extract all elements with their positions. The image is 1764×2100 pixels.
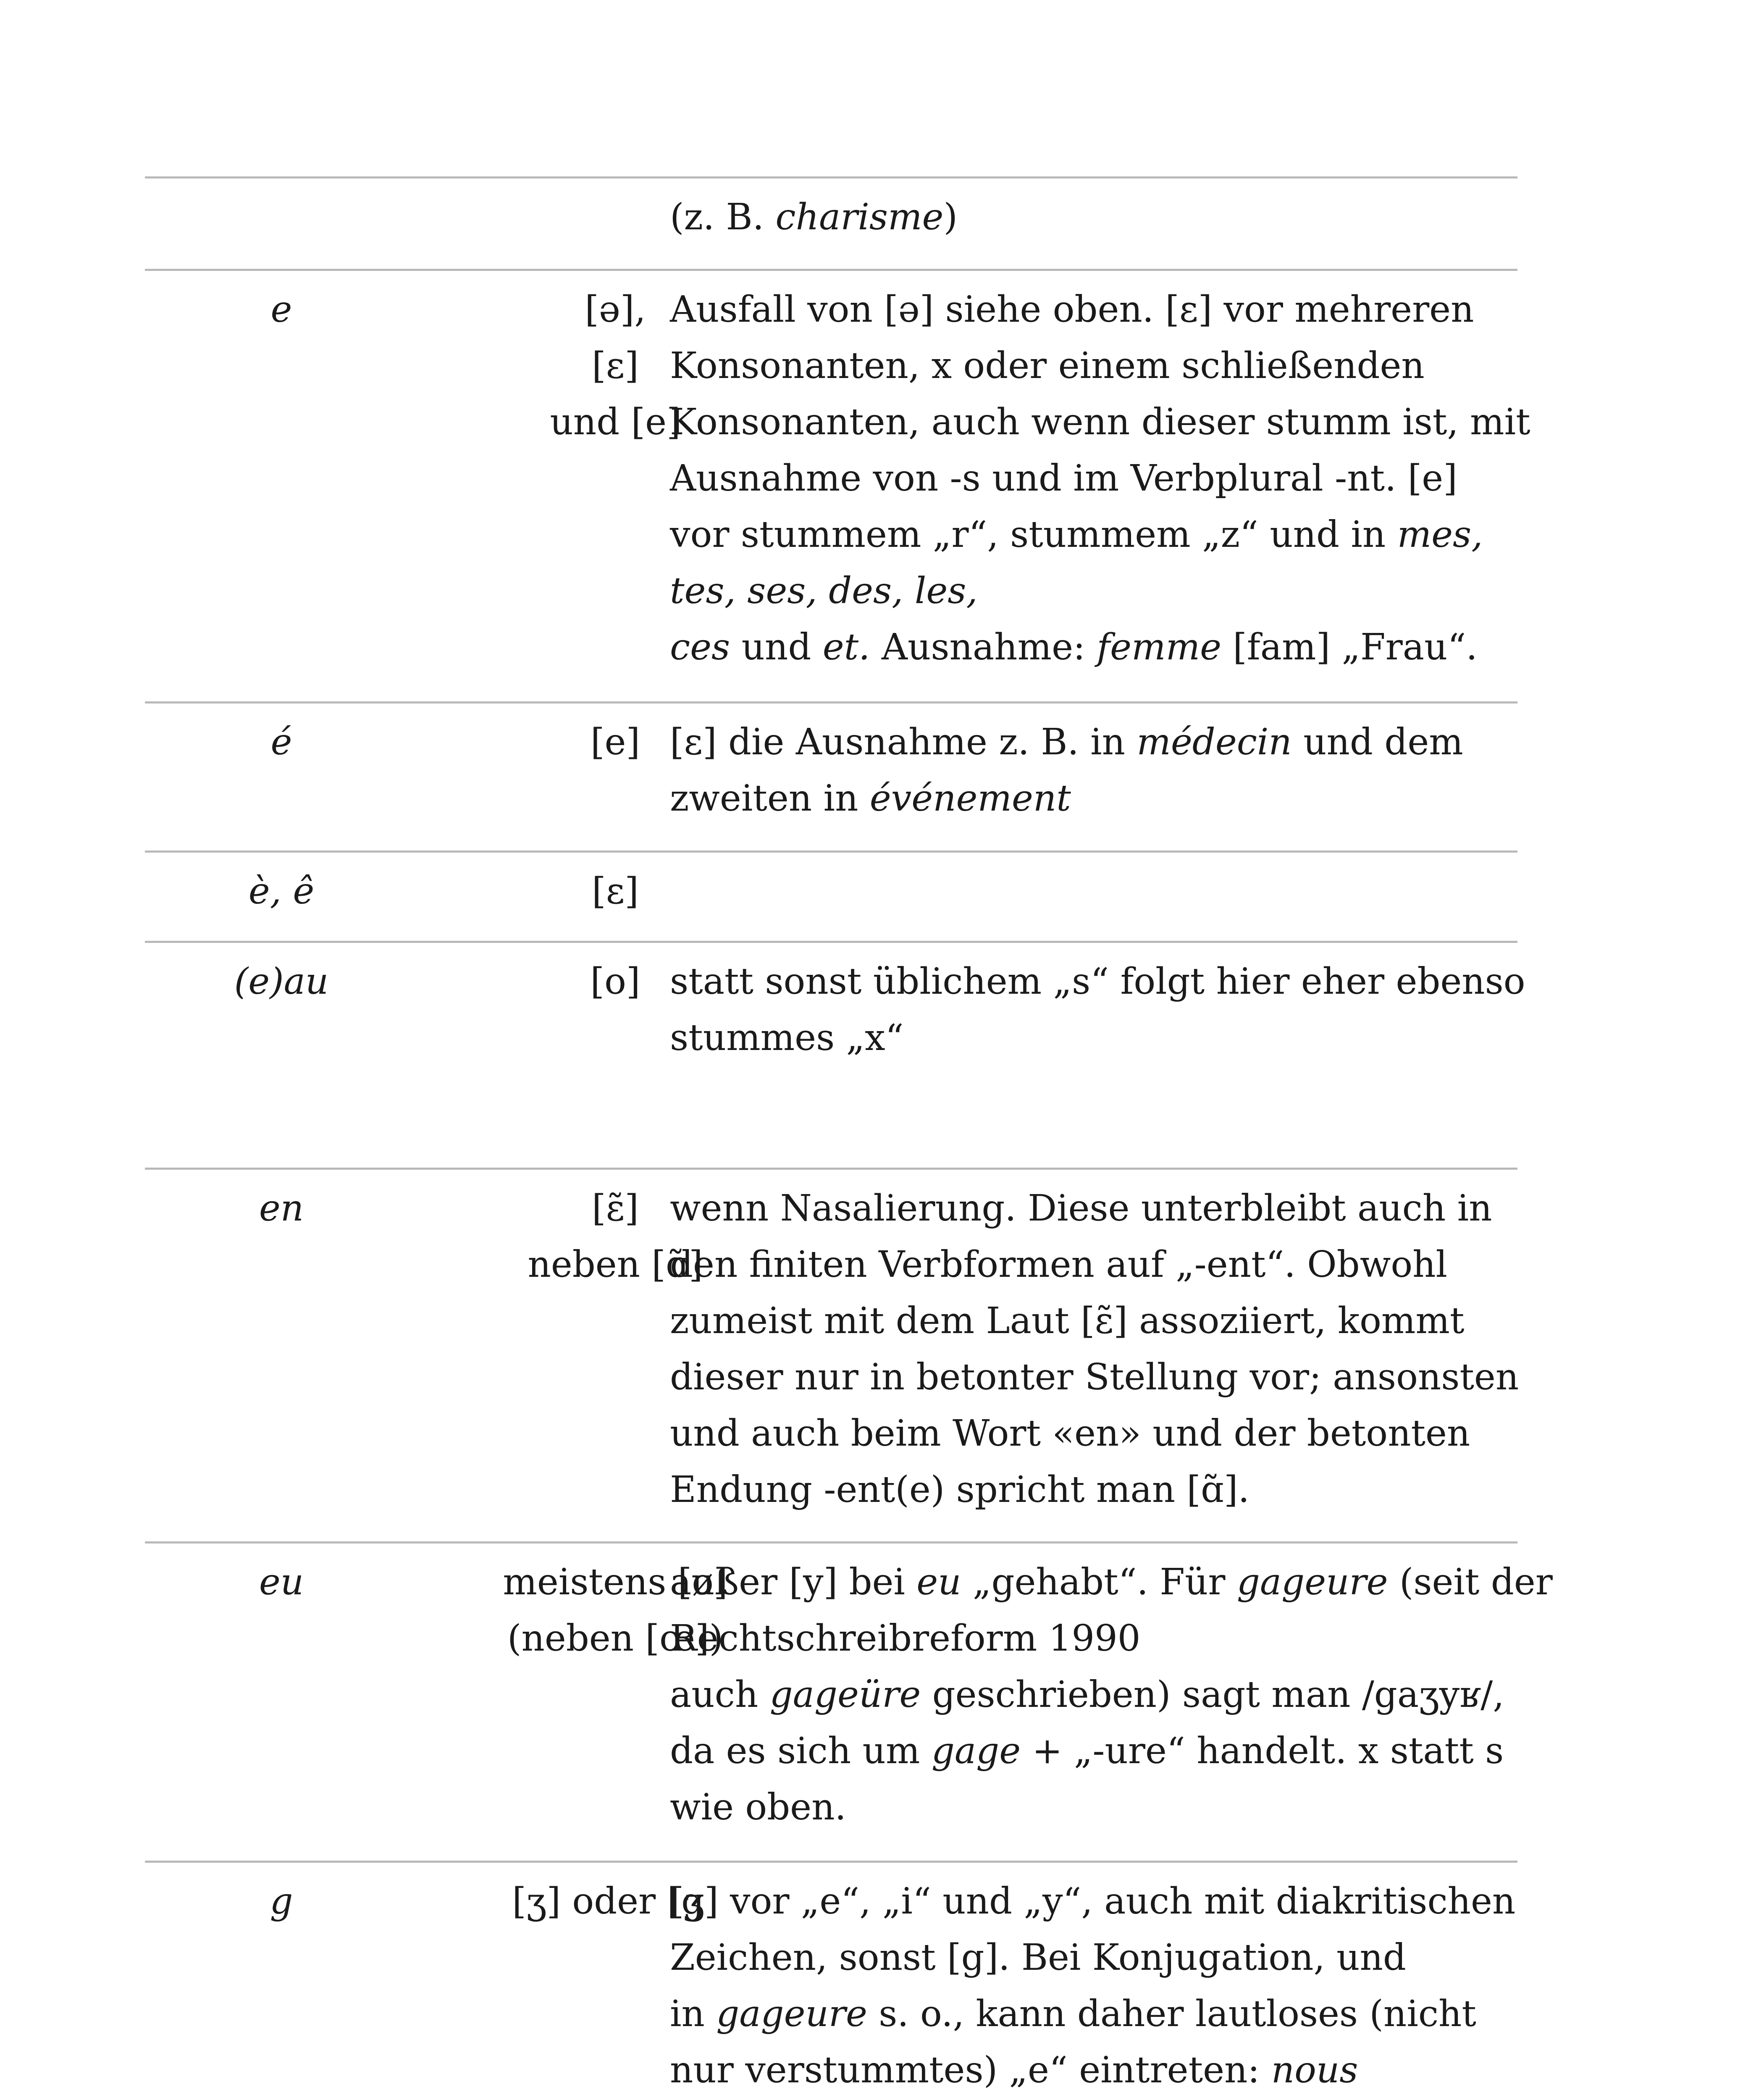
- sound-cell: [422, 863, 808, 919]
- italic-term: ces: [670, 626, 730, 668]
- italic-term: événement: [869, 777, 1071, 819]
- explanation-line: [670, 563, 1517, 619]
- grapheme: en: [259, 1187, 304, 1229]
- explanation-line: da es sich um gage + „-ure“ handelt. x statt s: [670, 1730, 1504, 1772]
- explanation-line: (z. B. charisme): [670, 196, 958, 238]
- sound-line: [o]: [590, 961, 640, 1003]
- table-rule: [145, 850, 1517, 853]
- explanation-line: wie oben.: [670, 1786, 846, 1828]
- table-rule: [145, 941, 1517, 943]
- grapheme-cell: [145, 1873, 418, 1929]
- explanation-line: Endung -ent(e) spricht man [ɑ̃].: [670, 1469, 1250, 1511]
- grapheme-cell: [145, 714, 418, 770]
- explanation-cell: [670, 281, 1530, 675]
- italic-term: gageure: [1236, 1561, 1388, 1603]
- grapheme: eu: [259, 1561, 304, 1603]
- explanation-line: den finiten Verbformen auf „-ent“. Obwohl: [670, 1244, 1448, 1286]
- explanation-line: statt sonst üblichem „s“ folgt hier eher ebenso: [670, 961, 1525, 1003]
- explanation-line: Ausfall von [ə] siehe oben. [ɛ] vor mehreren: [670, 289, 1474, 331]
- italic-term: eu: [916, 1561, 961, 1603]
- explanation-cell: [670, 1554, 1553, 1835]
- explanation-line: Zeichen, sonst [g]. Bei Konjugation, und: [670, 1937, 1406, 1979]
- explanation-line: [670, 2098, 1517, 2100]
- sound-line: (neben [œ]): [507, 1617, 724, 1659]
- explanation-line: ces und et. Ausnahme: femme [fam] „Frau“.: [670, 626, 1478, 668]
- explanation-line: stummes „x“: [670, 1017, 904, 1059]
- table-rule: [145, 1861, 1517, 1863]
- explanation-line: und auch beim Wort «en» und der betonten: [670, 1412, 1470, 1454]
- italic-term: et.: [822, 626, 870, 668]
- explanation-line: Konsonanten, x oder einem schließenden: [670, 345, 1425, 387]
- explanation-line: auch gageüre geschrieben) sagt man /gaʒyʁ/,: [670, 1674, 1504, 1716]
- table-rule: [145, 701, 1517, 704]
- table-rule: [145, 176, 1517, 178]
- table-rule: [145, 1541, 1517, 1544]
- table-rule: [145, 1168, 1517, 1170]
- grapheme-cell: [145, 1180, 418, 1236]
- explanation-line: außer [y] bei eu „gehabt“. Für gageure (seit der: [670, 1561, 1553, 1603]
- explanation-line: [ʒ] vor „e“, „i“ und „y“, auch mit diakritischen: [670, 1880, 1516, 1922]
- explanation-cell: [670, 714, 1517, 827]
- sound-line: [ə],: [585, 289, 646, 331]
- explanation-line: Konsonanten, auch wenn dieser stumm ist, mit: [670, 401, 1530, 443]
- italic-term: tes, ses, des, les,: [670, 570, 978, 612]
- sound-line: [ɛ̃]: [592, 1187, 639, 1229]
- italic-term: mes,: [1397, 514, 1483, 556]
- grapheme: g: [270, 1880, 293, 1922]
- sound-line: und [e]: [550, 401, 681, 443]
- grapheme: (e)au: [234, 961, 329, 1003]
- sound-line: neben [ɑ̃]: [528, 1244, 703, 1286]
- grapheme-cell: [145, 1554, 418, 1610]
- explanation-line: wenn Nasalierung. Diese unterbleibt auch in: [670, 1187, 1492, 1229]
- grapheme: e: [270, 289, 292, 331]
- italic-term: gageüre: [769, 1674, 921, 1716]
- table-rule: [145, 269, 1517, 271]
- italic-term: gage: [931, 1730, 1021, 1772]
- italic-term: charisme: [775, 196, 944, 238]
- grapheme: è, ê: [248, 870, 315, 912]
- grapheme-cell: [145, 863, 418, 919]
- grapheme: é: [270, 721, 292, 763]
- explanation-cell: [670, 953, 1525, 1066]
- sound-line: [ɛ]: [592, 870, 639, 912]
- explanation-cell: [670, 189, 1517, 245]
- sound-line: [e]: [591, 721, 640, 763]
- explanation-line: nur verstummtes) „e“ eintreten: nous: [670, 2049, 1358, 2091]
- explanation-line: Rechtschreibreform 1990: [670, 1617, 1141, 1659]
- italic-term: nous: [1271, 2049, 1358, 2091]
- explanation-line: zweiten in événement: [670, 777, 1071, 819]
- italic-term: gageure: [716, 1993, 867, 2035]
- grapheme-cell: [145, 953, 418, 1010]
- sound-line: [ɛ]: [592, 345, 639, 387]
- explanation-line: Ausnahme von -s und im Verbplural -nt. [e]: [670, 457, 1457, 499]
- explanation-line: in gageure s. o., kann daher lautloses (nicht: [670, 1993, 1476, 2035]
- explanation-line: dieser nur in betonter Stellung vor; ansonsten: [670, 1356, 1519, 1398]
- italic-term: médecin: [1137, 721, 1292, 763]
- explanation-cell: [670, 1873, 1517, 2100]
- explanation-cell: [670, 1180, 1517, 1518]
- explanation-line: zumeist mit dem Laut [ɛ̃] assoziiert, kommt: [670, 1300, 1465, 1342]
- explanation-line: vor stummem „r“, stummem „z“ und in mes,: [670, 514, 1483, 556]
- grapheme-cell: [145, 281, 418, 338]
- sound-line: meistens [ø]: [503, 1561, 728, 1603]
- explanation-line: [ɛ] die Ausnahme z. B. in médecin und dem: [670, 721, 1463, 763]
- italic-term: femme: [1097, 626, 1222, 668]
- sound-line: [ʒ] oder [g]: [512, 1880, 719, 1922]
